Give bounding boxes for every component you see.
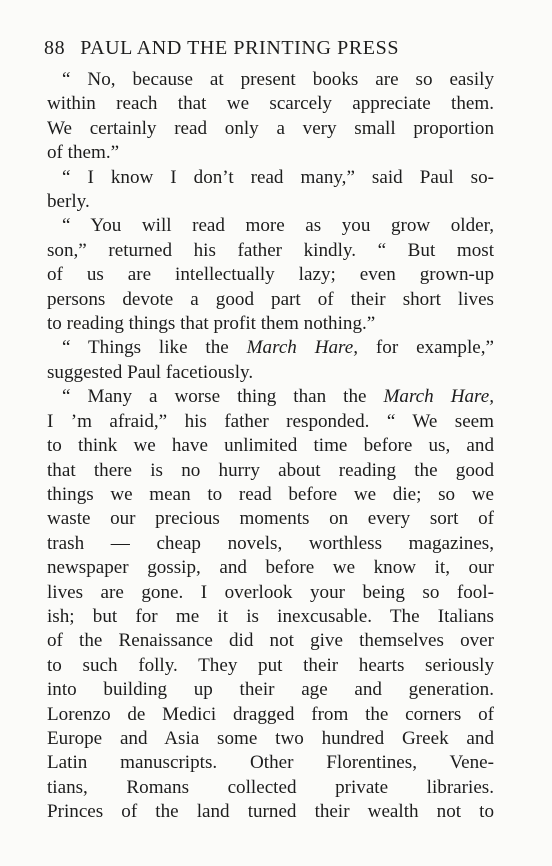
text-line <box>47 654 494 678</box>
book-title: March Hare, <box>383 386 494 408</box>
text-line <box>47 68 494 92</box>
book-title: March Hare, <box>246 337 359 359</box>
text-span: We certainly read only a very small proportion <box>47 117 494 139</box>
text-line <box>47 166 494 190</box>
text-span: Princes of the land turned their wealth not to <box>47 801 494 823</box>
text-line <box>47 288 494 312</box>
text-span: for example,” <box>375 337 494 359</box>
text-line <box>47 800 494 824</box>
text-span: suggested Paul facetiously. <box>47 361 254 383</box>
text-line <box>47 263 494 287</box>
body-text <box>47 68 494 825</box>
text-span: Latin manuscripts. Other Florentines, Vene- <box>47 752 494 774</box>
text-span: I ’m afraid,” his father responded. “ We seem <box>47 410 494 432</box>
text-line <box>47 239 494 263</box>
text-line <box>47 410 494 434</box>
text-line <box>47 581 494 605</box>
text-span: waste our precious moments on every sort of <box>47 508 494 530</box>
text-line <box>47 434 494 458</box>
text-line <box>47 92 494 116</box>
running-header <box>44 36 484 60</box>
text-span: to such folly. They put their hearts seriously <box>47 654 494 676</box>
text-span: berly. <box>47 191 90 213</box>
text-line <box>47 336 494 360</box>
text-line <box>47 117 494 141</box>
text-span: Lorenzo de Medici dragged from the corners of <box>47 703 494 725</box>
text-line <box>47 629 494 653</box>
text-line <box>47 678 494 702</box>
text-span: “ You will read more as you grow older, <box>62 215 494 237</box>
text-line <box>47 727 494 751</box>
text-line <box>47 507 494 531</box>
text-span: of the Renaissance did not give themselves over <box>47 630 494 652</box>
text-span: newspaper gossip, and before we know it, our <box>47 557 494 579</box>
text-line <box>47 532 494 556</box>
text-span: lives are gone. I overlook your being so fool- <box>47 581 494 603</box>
text-span: into building up their age and generation. <box>47 679 494 701</box>
text-span: to think we have unlimited time before us, and <box>47 435 494 457</box>
text-span: within reach that we scarcely appreciate them. <box>47 93 494 115</box>
text-line <box>47 312 494 336</box>
text-span: of them.” <box>47 142 120 164</box>
text-span: tians, Romans collected private libraries. <box>47 776 494 798</box>
text-line <box>47 214 494 238</box>
text-line <box>47 605 494 629</box>
text-span: “ I know I don’t read many,” said Paul so- <box>62 166 494 188</box>
text-span: of us are intellectually lazy; even grown-up <box>47 264 494 286</box>
text-line <box>47 361 494 385</box>
text-line <box>47 483 494 507</box>
text-line <box>47 190 494 214</box>
text-span: things we mean to read before we die; so we <box>47 483 494 505</box>
running-title: PAUL AND THE PRINTING PRESS <box>80 37 400 59</box>
text-line <box>47 385 494 409</box>
text-line <box>47 703 494 727</box>
text-span: “ Things like the <box>62 337 247 359</box>
text-line <box>47 459 494 483</box>
page-number: 88 <box>44 37 66 59</box>
text-line <box>47 776 494 800</box>
text-span: to reading things that profit them nothing.” <box>47 313 376 335</box>
text-span: “ Many a worse thing than the <box>62 386 384 408</box>
text-span: son,” returned his father kindly. “ But most <box>47 239 494 261</box>
text-span: trash — cheap novels, worthless magazines, <box>47 532 494 554</box>
text-span: persons devote a good part of their short lives <box>47 288 494 310</box>
text-span: “ No, because at present books are so easily <box>62 69 494 90</box>
text-line <box>47 556 494 580</box>
text-line <box>47 141 494 165</box>
text-line <box>47 751 494 775</box>
text-span: Europe and Asia some two hundred Greek and <box>47 727 494 749</box>
text-span: ish; but for me it is inexcusable. The Italians <box>47 605 494 627</box>
text-span: that there is no hurry about reading the good <box>47 459 494 481</box>
